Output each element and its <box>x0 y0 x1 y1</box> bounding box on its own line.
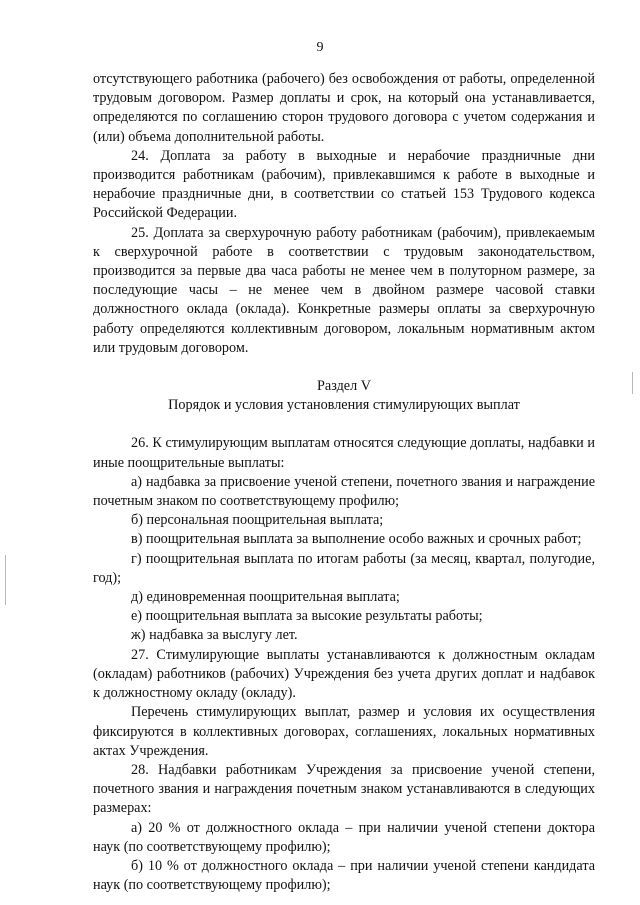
paragraph-item-28: 28. Надбавки работникам Учреждения за присвоение ученой степени, почетного звания и награждения почетным знаком устанавливаются в следующих размерах: <box>93 761 595 817</box>
spacer <box>93 415 595 434</box>
list-item-28-a: а) 20 % от должностного оклада – при наличии ученой степени доктора наук (по соответствующему профилю); <box>93 819 595 855</box>
list-item-zh: ж) надбавка за выслугу лет. <box>131 627 298 644</box>
paragraph-item-24: 24. Доплата за работу в выходные и нерабочие праздничные дни производится работникам (рабочим), привлекавшимся к работе в выходные и нерабочие праздничные дни, в соответствии со статьей 153 Трудового кодекса Российской Федерации. <box>93 147 595 222</box>
paragraph-list-of-payments: Перечень стимулирующих выплат, размер и условия их осуществления фиксируются в коллективных договорах, соглашениях, локальных нормативных актах Учреждения. <box>93 704 595 759</box>
page-number: 9 <box>316 40 324 55</box>
section-label: Раздел V <box>317 378 371 395</box>
paragraph-item-26: 26. К стимулирующим выплатам относятся следующие доплаты, надбавки и иные поощрительные выплаты: <box>93 435 595 471</box>
list-item-28-b: б) 10 % от должностного оклада – при наличии ученой степени кандидата наук (по соответствующему профилю); <box>93 857 595 894</box>
list-item-g: г) поощрительная выплата по итогам работы (за месяц, квартал, полугодие, год); <box>93 550 595 586</box>
document-body <box>93 70 595 895</box>
paragraph-item-27: 27. Стимулирующие выплаты устанавливаются к должностным окладам (окладам) работников (рабочих) Учреждения без учета других доплат и надбавок к должностному окладу (окладу). <box>93 646 595 702</box>
list-item-b: б) персональная поощрительная выплата; <box>131 512 384 529</box>
paragraph-continuation: отсутствующего работника (рабочего) без освобождения от работы, определенной трудовым договором. Размер доплаты и срок, на который она устанавливается, определяются по соглашению сторон трудового договора с учетом содержания и (или) объема дополнительной работы. <box>93 71 595 145</box>
list-item-a: а) надбавка за присвоение ученой степени, почетного звания и награждение почетным знаком по соответствующему профилю; <box>93 473 595 510</box>
scan-artifact-right <box>632 372 633 394</box>
spacer <box>93 358 595 377</box>
scan-artifact-left <box>5 555 6 605</box>
paragraph-item-25: 25. Доплата за сверхурочную работу работникам (рабочим), привлекаемым к сверхурочной работе в соответствии с трудовым законодательством, производится за первые два часа работы не менее чем в полуторном размере, за последующие часы – не менее чем в двойном размере часовой ставки должностного оклада (оклада). Конкретные размеры оплаты за сверхурочную работу определяются коллективным договором, локальным нормативным актом или трудовым договором. <box>93 224 595 356</box>
section-title: Порядок и условия установления стимулирующих выплат <box>168 397 520 414</box>
list-item-d: д) единовременная поощрительная выплата; <box>131 589 400 606</box>
list-item-v: в) поощрительная выплата за выполнение особо важных и срочных работ; <box>131 531 582 548</box>
list-item-e: е) поощрительная выплата за высокие результаты работы; <box>131 608 483 625</box>
